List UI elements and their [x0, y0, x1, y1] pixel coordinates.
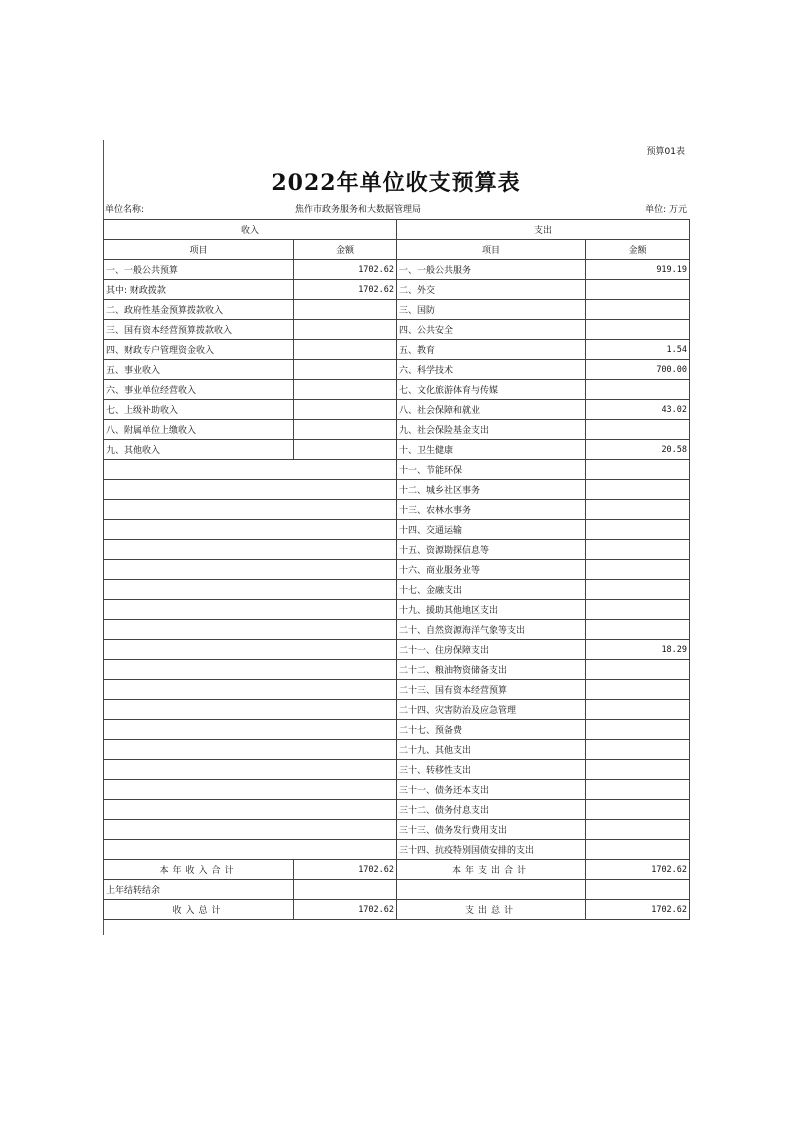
table-row [104, 480, 690, 500]
income-blank [104, 620, 397, 640]
table-row [104, 700, 690, 720]
page-title: 2022年单位收支预算表 [271, 170, 521, 196]
income-blank [104, 520, 397, 540]
expense-item: 二、外交 [397, 280, 586, 300]
expense-amount [586, 740, 690, 760]
income-amount [294, 340, 397, 360]
expense-amount [586, 680, 690, 700]
income-blank [104, 480, 397, 500]
table-row [104, 520, 690, 540]
expense-item: 九、社会保险基金支出 [397, 420, 586, 440]
expense-amount [586, 520, 690, 540]
expense-item: 七、文化旅游体育与传媒 [397, 380, 586, 400]
expense-item: 三十、转移性支出 [397, 760, 586, 780]
table-row [104, 540, 690, 560]
income-item: 二、政府性基金预算拨款收入 [104, 300, 294, 320]
expense-amount [586, 840, 690, 860]
expense-item: 十九、援助其他地区支出 [397, 600, 586, 620]
income-amount: 1702.62 [294, 260, 397, 280]
expense-item: 二十二、粮油物资储备支出 [397, 660, 586, 680]
expense-amount: 18.29 [586, 640, 690, 660]
expense-amount [586, 620, 690, 640]
income-item: 三、国有资本经营预算拨款收入 [104, 320, 294, 340]
income-total-value: 1702.62 [294, 900, 397, 920]
grand-total-row [104, 900, 690, 920]
income-blank [104, 500, 397, 520]
carryover-label: 上年结转结余 [104, 880, 294, 900]
income-item-header: 项目 [104, 240, 294, 260]
income-amount [294, 300, 397, 320]
expense-item: 六、科学技术 [397, 360, 586, 380]
table-row [104, 740, 690, 760]
table-row [104, 680, 690, 700]
expense-item: 三十二、债务付息支出 [397, 800, 586, 820]
expense-amount [586, 800, 690, 820]
expense-amount [586, 580, 690, 600]
income-blank [104, 680, 397, 700]
income-amount [294, 420, 397, 440]
table-row [104, 420, 690, 440]
table-row [104, 260, 690, 280]
column-header-row [104, 240, 690, 260]
income-amount [294, 360, 397, 380]
table-row [104, 500, 690, 520]
expense-amount [586, 480, 690, 500]
expense-item: 八、社会保障和就业 [397, 400, 586, 420]
year-expense-value: 1702.62 [586, 860, 690, 880]
expense-amount [586, 540, 690, 560]
table-row [104, 600, 690, 620]
income-blank [104, 460, 397, 480]
expense-item: 二十七、预备费 [397, 720, 586, 740]
table-row [104, 800, 690, 820]
expense-amount [586, 700, 690, 720]
expense-amount [586, 660, 690, 680]
expense-amount [586, 500, 690, 520]
income-blank [104, 540, 397, 560]
carryover-row [104, 880, 690, 900]
income-amount [294, 400, 397, 420]
expense-total-value: 1702.62 [586, 900, 690, 920]
expense-amount: 919.19 [586, 260, 690, 280]
income-amount [294, 440, 397, 460]
income-item: 五、事业收入 [104, 360, 294, 380]
table-row [104, 460, 690, 480]
income-blank [104, 820, 397, 840]
unit-info-row [105, 202, 687, 216]
expense-item: 二十、自然资源海洋气象等支出 [397, 620, 586, 640]
expense-item: 十五、资源勘探信息等 [397, 540, 586, 560]
income-item: 九、其他收入 [104, 440, 294, 460]
income-blank [104, 800, 397, 820]
income-item: 八、附属单位上缴收入 [104, 420, 294, 440]
table-row [104, 780, 690, 800]
expense-item: 十六、商业服务业等 [397, 560, 586, 580]
expense-item: 二十一、住房保障支出 [397, 640, 586, 660]
expense-amount [586, 760, 690, 780]
expense-item: 一、一般公共服务 [397, 260, 586, 280]
unit-name-label: 单位名称: [105, 205, 145, 215]
income-blank [104, 740, 397, 760]
income-blank [104, 840, 397, 860]
table-row [104, 400, 690, 420]
expense-item: 三十三、债务发行费用支出 [397, 820, 586, 840]
expense-amount [586, 600, 690, 620]
year-total-row [104, 860, 690, 880]
table-row [104, 360, 690, 380]
expense-amount [586, 280, 690, 300]
income-item: 其中: 财政拨款 [104, 280, 294, 300]
income-blank [104, 640, 397, 660]
income-amount [294, 380, 397, 400]
income-header: 收入 [104, 220, 397, 240]
income-item: 七、上级补助收入 [104, 400, 294, 420]
currency-unit: 单位: 万元 [645, 205, 687, 215]
table-row [104, 720, 690, 740]
expense-total-label: 支出总计 [397, 900, 586, 920]
expense-item: 十七、金融支出 [397, 580, 586, 600]
expense-amount: 700.00 [586, 360, 690, 380]
expense-item: 二十九、其他支出 [397, 740, 586, 760]
table-row [104, 820, 690, 840]
expense-item: 十、卫生健康 [397, 440, 586, 460]
expense-header: 支出 [397, 220, 690, 240]
expense-amount: 20.58 [586, 440, 690, 460]
budget-table [103, 219, 690, 920]
expense-item: 十二、城乡社区事务 [397, 480, 586, 500]
table-row [104, 840, 690, 860]
expense-item: 三十四、抗疫特别国债安排的支出 [397, 840, 586, 860]
income-total-label: 收入总计 [104, 900, 294, 920]
expense-amount [586, 720, 690, 740]
income-blank [104, 760, 397, 780]
expense-item: 二十四、灾害防治及应急管理 [397, 700, 586, 720]
income-blank [104, 720, 397, 740]
table-row [104, 320, 690, 340]
expense-amount [586, 380, 690, 400]
carryover-expense-blank [397, 880, 586, 900]
income-amount [294, 320, 397, 340]
table-row [104, 300, 690, 320]
expense-amount [586, 820, 690, 840]
expense-item: 十一、节能环保 [397, 460, 586, 480]
expense-amount: 43.02 [586, 400, 690, 420]
table-row [104, 640, 690, 660]
table-row [104, 760, 690, 780]
expense-item: 四、公共安全 [397, 320, 586, 340]
table-row [104, 380, 690, 400]
expense-item: 二十三、国有资本经营预算 [397, 680, 586, 700]
table-row [104, 660, 690, 680]
income-blank [104, 780, 397, 800]
expense-item-header: 项目 [397, 240, 586, 260]
section-header-row [104, 220, 690, 240]
table-row [104, 440, 690, 460]
expense-item: 五、教育 [397, 340, 586, 360]
table-row [104, 280, 690, 300]
income-blank [104, 560, 397, 580]
expense-amount [586, 560, 690, 580]
table-id: 预算01表 [646, 147, 685, 157]
expense-amount [586, 420, 690, 440]
table-row [104, 340, 690, 360]
income-amount-header: 金额 [294, 240, 397, 260]
income-blank [104, 660, 397, 680]
income-item: 六、事业单位经营收入 [104, 380, 294, 400]
income-item: 一、一般公共预算 [104, 260, 294, 280]
table-row [104, 580, 690, 600]
carryover-value [294, 880, 397, 900]
carryover-expense-value [586, 880, 690, 900]
income-blank [104, 600, 397, 620]
expense-amount [586, 300, 690, 320]
year-income-label: 本年收入合计 [104, 860, 294, 880]
expense-item: 三十一、债务还本支出 [397, 780, 586, 800]
income-item: 四、财政专户管理资金收入 [104, 340, 294, 360]
year-income-value: 1702.62 [294, 860, 397, 880]
year-expense-label: 本年支出合计 [397, 860, 586, 880]
expense-item: 三、国防 [397, 300, 586, 320]
income-blank [104, 580, 397, 600]
expense-amount [586, 460, 690, 480]
expense-amount-header: 金额 [586, 240, 690, 260]
table-row [104, 620, 690, 640]
unit-name: 焦作市政务服务和大数据管理局 [295, 205, 422, 215]
expense-amount: 1.54 [586, 340, 690, 360]
expense-item: 十四、交通运输 [397, 520, 586, 540]
expense-amount [586, 780, 690, 800]
expense-item: 十三、农林水事务 [397, 500, 586, 520]
income-blank [104, 700, 397, 720]
table-row [104, 560, 690, 580]
income-amount: 1702.62 [294, 280, 397, 300]
expense-amount [586, 320, 690, 340]
